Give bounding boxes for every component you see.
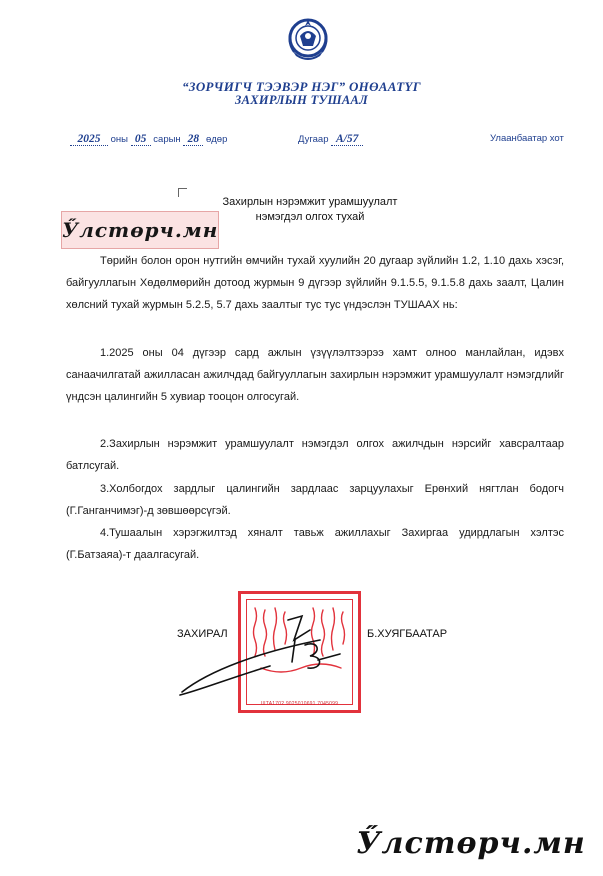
signatory-name: Б.ХУЯГБААТАР	[367, 628, 448, 640]
number-label: Дугаар	[298, 134, 329, 145]
watermark-text: Ӳлстөрч.мн	[62, 218, 219, 242]
order-number	[298, 133, 363, 146]
order-item-1: 1.2025 оны 04 дүгээр сард ажлын үзүүлэлтээрээ хамт олноо манлайлан, идэвх санаачилгатай ажилласан ажилчдад байгууллагын захирлын нэрэмжит урамшуулалт нэмэгдлийг үндсэн цалингийн 5 хувиар тооцон олгосугай.	[66, 347, 564, 403]
handwritten-signature-icon	[170, 600, 370, 710]
city-label: Улаанбаатар хот	[490, 133, 564, 144]
stamp-footer-text: ШТА1702 9025010691 7045099	[260, 701, 339, 707]
year-suffix: оны	[110, 134, 128, 145]
subject-line-2: нэмэгдэл олгох тухай	[255, 211, 365, 223]
order-item-4: 4.Тушаалын хэрэгжилтэд хяналт тавьж ажиллахыг Захиргаа удирдлагын хэлтэс (Г.Батзаяа)-т даалгасугай.	[66, 527, 564, 561]
number-value: А/57	[331, 133, 363, 146]
year-value: 2025	[70, 133, 108, 146]
month-value: 05	[131, 133, 151, 146]
date-line	[70, 133, 227, 146]
organization-name: “ЗОРЧИГЧ ТЭЭВЭР НЭГ” ОНӨААТҮГ	[182, 79, 421, 94]
month-suffix: сарын	[153, 134, 181, 145]
signatory-title: ЗАХИРАЛ	[177, 628, 228, 640]
document-kind-title: ЗАХИРЛЫН ТУШААЛ	[234, 93, 369, 107]
watermark-logo-bottom: Ӳлстөрч.мн	[356, 826, 586, 861]
order-item-2: 2.Захирлын нэрэмжит урамшуулалт нэмэгдэл олгох ажилчдын нэрсийг хавсралтаар батлсугай.	[66, 438, 564, 472]
subject-line-1: Захирлын нэрэмжит урамшуулалт	[222, 196, 398, 208]
watermark-badge	[61, 211, 219, 249]
order-item-3: 3.Холбогдох зардлыг цалингийн зардлаас зарцуулахыг Ерөнхий нягтлан бодогч (Г.Ганганчимэг)-д зөвшөөрсүгэй.	[66, 483, 564, 517]
preamble-paragraph: Төрийн болон орон нутгийн өмчийн тухай хуулийн 20 дугаар зүйлийн 1.2, 1.10 дахь хэсэг, байгууллагын Хөдөлмөрийн дотоод журмын 9 дүгээр зүйлийн 9.1.5.5, 9.1.5.8 дахь заалт, Цалин хөлсний тухай журмын 5.2.5, 5.7 дахь заалтыг тус тус үндэслэн ТУШААХ нь:	[66, 255, 564, 311]
day-value: 28	[183, 133, 203, 146]
day-suffix: өдөр	[205, 134, 228, 145]
coat-of-arms-emblem-icon	[286, 14, 330, 66]
